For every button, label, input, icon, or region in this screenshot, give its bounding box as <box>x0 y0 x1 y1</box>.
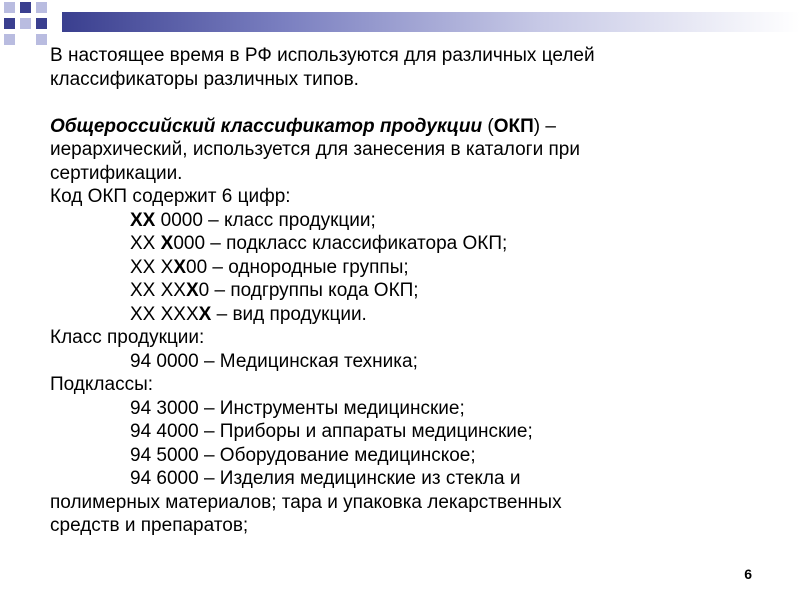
deco-square-5 <box>20 18 31 29</box>
code-row-groups <box>50 256 770 280</box>
subclass-item: 94 3000 – Инструменты медицинские; <box>130 397 465 419</box>
subclasses-label: Подклассы: <box>50 374 154 395</box>
spacer <box>50 91 770 115</box>
okp-abbr: ОКП <box>493 115 534 137</box>
okp-term: Общероссийский классификатор продукции <box>50 115 483 137</box>
subclass-continuation-1: полимерных материалов; тара и упаковка лекарственных <box>50 491 562 513</box>
code-row-subclass-pre: XX <box>130 233 161 254</box>
okp-paren-open: ( <box>482 115 494 137</box>
code-row-subgroups <box>50 279 770 303</box>
okp-definition-line-2: иерархический, используется для занесения в каталоги при <box>50 139 580 160</box>
subclass-continuation-2: средств и препаратов; <box>50 515 249 536</box>
code-row-subgroups-rest: 0 – подгруппы кода ОКП; <box>198 280 419 301</box>
product-class-label: Класс продукции: <box>50 327 205 348</box>
code-row-groups-bold: X <box>173 256 186 278</box>
subclass-item: 94 5000 – Оборудование медицинское; <box>130 444 476 466</box>
deco-square-2 <box>20 2 31 13</box>
code-row-subclass-rest: 000 – подкласс классификатора ОКП; <box>173 233 508 254</box>
code-row-subgroups-bold: X <box>185 280 199 301</box>
deco-square-4 <box>4 18 15 29</box>
code-row-kind <box>50 303 770 327</box>
code-row-subclass-bold: X <box>160 233 174 254</box>
code-row-subclass <box>50 232 770 256</box>
deco-square-7 <box>4 34 15 45</box>
product-class-item: 94 0000 – Медицинская техника; <box>130 350 418 372</box>
code-row-groups-pre: XX X <box>130 256 174 278</box>
code-row-class-rest: 0000 – класс продукции; <box>155 209 376 231</box>
okp-definition-line-3: сертификации. <box>50 162 183 184</box>
code-row-kind-rest: – вид продукции. <box>211 303 367 325</box>
page-number: 6 <box>744 566 752 582</box>
subclass-item: 94 6000 – Изделия медицинские из стекла и <box>130 468 521 489</box>
intro-line-2: классификаторы различных типов. <box>50 68 359 90</box>
slide-body <box>50 44 770 538</box>
code-row-groups-rest: 00 – однородные группы; <box>186 256 409 278</box>
code-row-kind-bold: X <box>198 303 212 325</box>
deco-square-3 <box>36 2 47 13</box>
intro-line-1: В настоящее время в РФ используются для различных целей <box>50 45 595 66</box>
code-intro: Код ОКП содержит 6 цифр: <box>50 186 291 207</box>
okp-paren-close: ) – <box>533 115 556 137</box>
code-row-class-bold: XX <box>130 209 156 231</box>
header-gradient-bar <box>62 12 800 32</box>
code-row-subgroups-pre: XX XX <box>130 280 186 301</box>
okp-definition-line-1 <box>50 115 770 139</box>
code-row-class <box>50 209 770 233</box>
deco-square-1 <box>4 2 15 13</box>
subclass-item: 94 4000 – Приборы и аппараты медицинские; <box>130 421 533 442</box>
deco-square-8 <box>36 34 47 45</box>
deco-square-6 <box>36 18 47 29</box>
header-decoration <box>0 0 800 50</box>
code-row-kind-pre: XX XXX <box>130 303 199 325</box>
